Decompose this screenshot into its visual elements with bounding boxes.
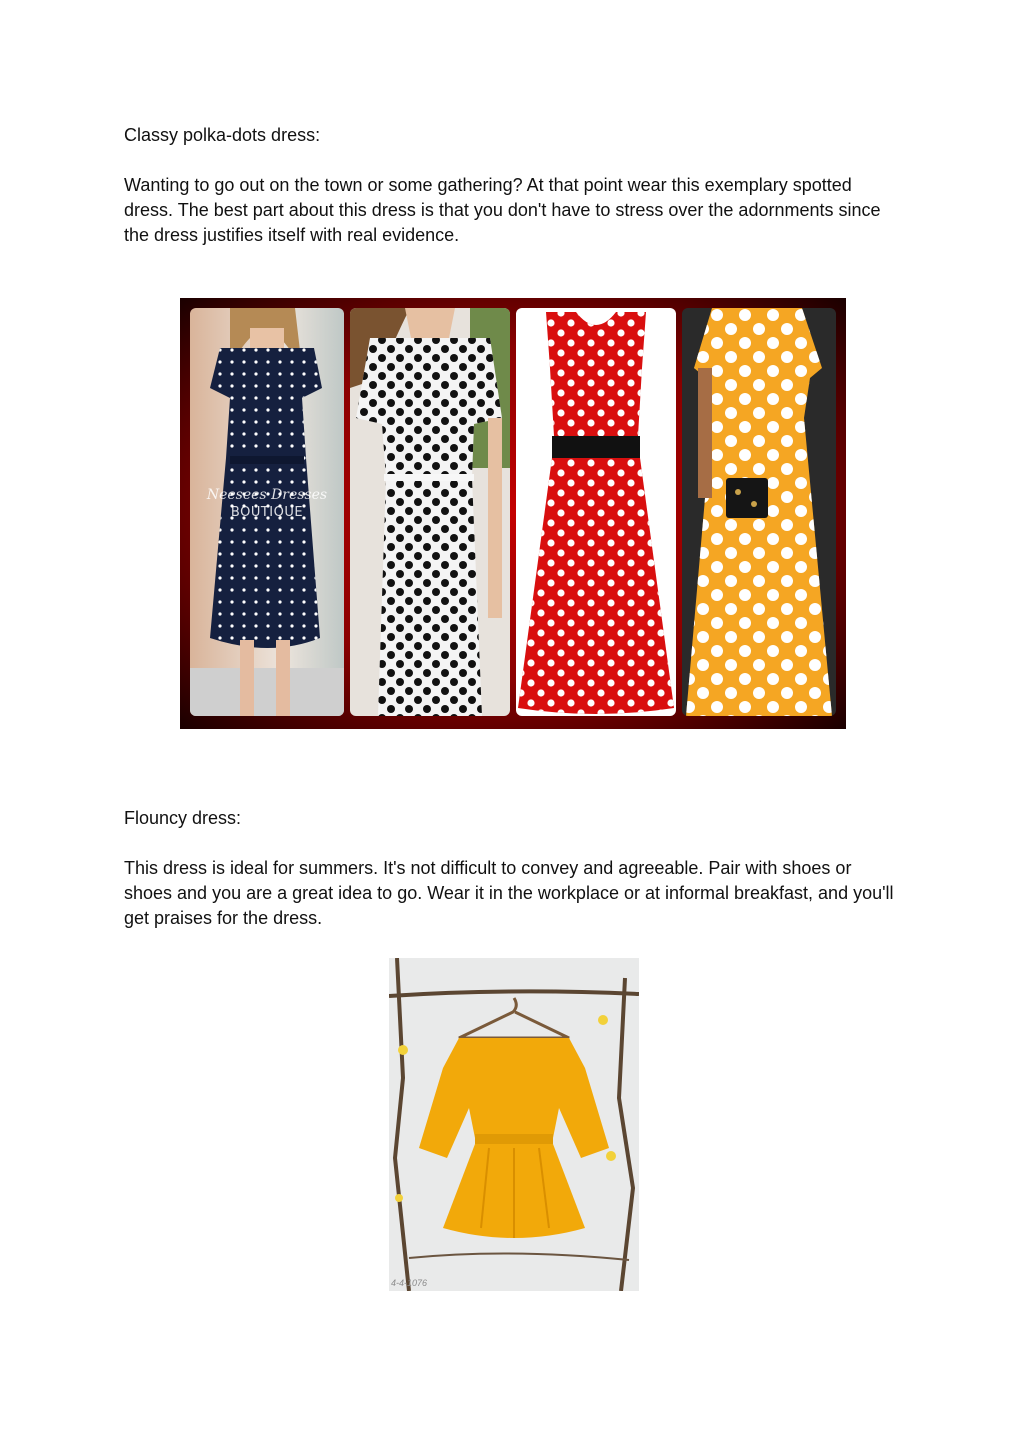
section-body-flouncy: This dress is ideal for summers. It's not difficult to convey and agreeable. Pair with shoes or shoes and you are a great idea to go. Wear it in the workplace or at informal breakfast, and you'll get praises for the dress. bbox=[124, 858, 894, 928]
image-stamp: 4-4-1076 bbox=[391, 1278, 428, 1288]
section-body-polka-dots: Wanting to go out on the town or some gathering? At that point wear this exemplary spotted dress. The best part about this dress is that you don't have to stress over the adornments since the dress justifies itself with real evidence. bbox=[124, 175, 881, 245]
section-heading-polka-dots: Classy polka-dots dress: bbox=[124, 125, 321, 145]
polka-dots-dress-collage bbox=[180, 298, 846, 729]
navy-polka-dress-photo bbox=[190, 308, 344, 716]
red-polka-dress-photo bbox=[516, 308, 676, 716]
section-heading-flouncy: Flouncy dress: bbox=[124, 808, 242, 828]
white-polka-dress-photo bbox=[350, 308, 510, 716]
watermark-sub: BOUTIQUE bbox=[230, 505, 304, 520]
boutique-watermark bbox=[190, 486, 344, 522]
mustard-polka-dress-photo bbox=[682, 308, 836, 716]
flouncy-dress-photo bbox=[389, 958, 639, 1291]
watermark-brand: Neesees Dresses bbox=[206, 487, 328, 503]
